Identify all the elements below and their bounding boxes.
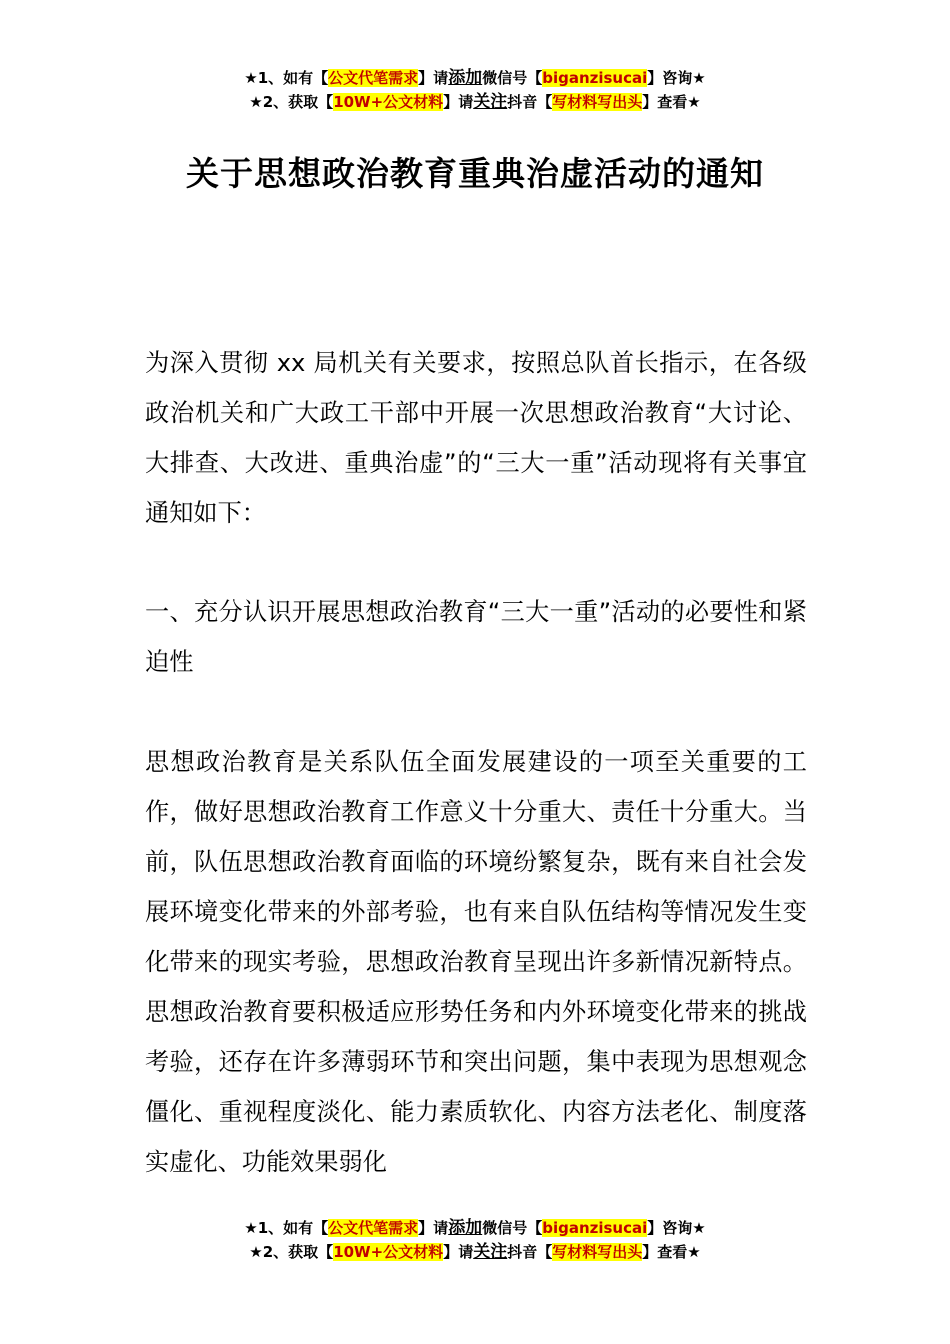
intro-paragraph: 为深入贯彻 xx 局机关有关要求，按照总队首长指示，在各级政治机关和广大政工干部中开展一次思想政治教育“大讨论、大排查、大改进、重典治虚”的“三大一重”活动现将有关事宜通知如下： (145, 349, 807, 527)
body-paragraph: 思想政治教育是关系队伍全面发展建设的一项至关重要的工作，做好思想政治教育工作意义十分重大、责任十分重大。当前，队伍思想政治教育面临的环境纷繁复杂，既有来自社会发展环境变化带来的外部考验，也有来自队伍结构等情况发生变化带来的现实考验，思想政治教育呈现出许多新情况新特点。思想政治教育要积极适应形势任务和内外环境变化带来的挑战考验，还存在许多薄弱环节和突出问题，集中表现为思想观念僵化、重视程度淡化、能力素质软化、内容方法老化、制度落实虚化、功能效果弱化 (145, 748, 807, 1176)
footer-banner (0, 1216, 950, 1264)
banner-text: 】请 (443, 93, 474, 111)
highlight-materials: 10W+公文材料 (333, 93, 444, 111)
underlined-text: 关注 (473, 92, 508, 112)
banner-text: ★1、如有【 (244, 69, 329, 87)
banner-text: 抖音【 (507, 93, 553, 111)
document-title: 关于思想政治教育重典治虚活动的通知 (186, 154, 764, 193)
banner-text: ★1、如有【 (244, 1219, 329, 1237)
banner-text: 】查看★ (642, 1243, 701, 1261)
banner-line-2 (0, 90, 950, 114)
banner-text: 】请 (418, 69, 449, 87)
highlight-douyin-account: 写材料写出头 (552, 93, 643, 111)
underlined-text: 添加 (448, 68, 483, 88)
highlight-wechat-id: biganzisucai (542, 1219, 648, 1237)
banner-text: 】请 (443, 1243, 474, 1261)
banner-text: 抖音【 (507, 1243, 553, 1261)
highlight-wechat-id: biganzisucai (542, 69, 648, 87)
banner-text: 】咨询★ (647, 1219, 706, 1237)
banner-text: 微信号【 (482, 1219, 543, 1237)
highlight-douyin-account: 写材料写出头 (552, 1243, 643, 1261)
banner-line-2 (0, 1240, 950, 1264)
banner-text: ★2、获取【 (249, 93, 334, 111)
banner-line-1 (0, 66, 950, 90)
highlight-service: 公文代笔需求 (328, 69, 419, 87)
banner-text: 】请 (418, 1219, 449, 1237)
header-banner (0, 66, 950, 114)
highlight-materials: 10W+公文材料 (333, 1243, 444, 1261)
underlined-text: 添加 (448, 1218, 483, 1238)
banner-text: 】咨询★ (647, 69, 706, 87)
banner-text: 微信号【 (482, 69, 543, 87)
banner-text: 】查看★ (642, 93, 701, 111)
banner-line-1 (0, 1216, 950, 1240)
section-heading-1: 一、充分认识开展思想政治教育“三大一重”活动的必要性和紧迫性 (145, 598, 807, 676)
banner-text: ★2、获取【 (249, 1243, 334, 1261)
highlight-service: 公文代笔需求 (328, 1219, 419, 1237)
underlined-text: 关注 (473, 1242, 508, 1262)
